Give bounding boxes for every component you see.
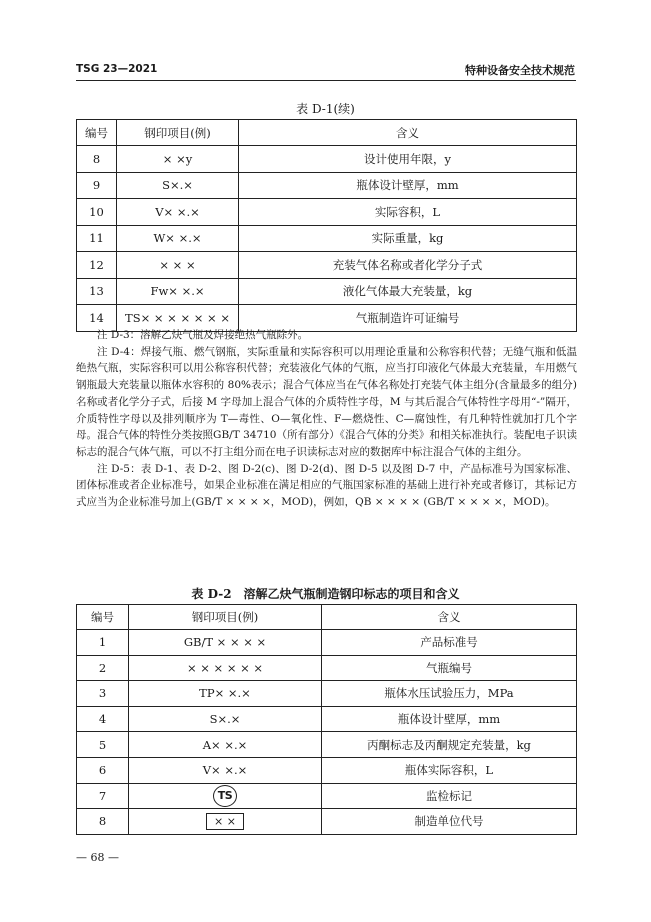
row-stamp-item: V× ×.×	[129, 757, 322, 783]
ts-inspection-mark-icon: TS	[213, 785, 237, 807]
row-meaning: 实际重量，kg	[239, 225, 577, 252]
row-meaning: 气瓶编号	[322, 655, 577, 681]
row-number: 2	[77, 655, 129, 681]
row-number: 4	[77, 706, 129, 732]
row-meaning: 产品标准号	[322, 630, 577, 656]
table2-caption: 表 D-2 溶解乙炔气瓶制造钢印标志的项目和含义	[191, 587, 460, 601]
manufacturer-code-box-mark: × ×	[206, 813, 244, 830]
row-meaning: 丙酮标志及丙酮规定充装量，kg	[322, 732, 577, 758]
row-number: 1	[77, 630, 129, 656]
row-number: 3	[77, 681, 129, 707]
row-stamp-item: TP× ×.×	[129, 681, 322, 707]
table-row	[77, 278, 577, 305]
row-meaning: 瓶体设计壁厚，mm	[322, 706, 577, 732]
row-meaning: 瓶体实际容积，L	[322, 757, 577, 783]
header-stamp-item: 钢印项目(例)	[117, 120, 239, 146]
row-stamp-item: S×.×	[117, 172, 239, 199]
row-stamp-item: × × × × × ×	[129, 655, 322, 681]
row-number: 8	[77, 809, 129, 835]
row-stamp-item: A× ×.×	[129, 732, 322, 758]
row-meaning: 监检标记	[322, 783, 577, 809]
header-meaning: 含义	[239, 120, 577, 146]
header-divider	[76, 80, 576, 81]
row-number: 12	[77, 252, 117, 279]
row-meaning: 瓶体设计壁厚，mm	[239, 172, 577, 199]
table-row	[77, 630, 577, 656]
note-d4: 注 D-4：焊接气瓶、燃气钢瓶，实际重量和实际容积可以用理论重量和公称容积代替；无缝气瓶和低温绝热气瓶，实际容积可以用公称容积代替；充装液化气体的气瓶，应当打印液化气体最大充装量，车用燃气钢瓶最大充装量以瓶体水容积的 80%表示；混合气体应当在气体名称处打充装气体主组分(含量最多的组分)名称或者化学分子式，后接 M 字母加上混合气体的介质特性字母，M 与其后混合气体特性字母用“-”隔开，介质特性字母以及排列顺序为 T—毒性、O—氧化性、F—燃烧性、C—腐蚀性，有几种特性就加打几个字母。混合气体的特性分类按照GB/T 34710（所有部分）《混合气体的分类》和相关标准执行。装配电子识读标志的混合气体气瓶，可以不打主组分而在电子识读标志对应的数据库中标注混合气体的主组分。	[76, 345, 577, 458]
row-meaning: 气瓶制造许可证编号	[239, 305, 577, 332]
row-number: 5	[77, 732, 129, 758]
notes-section	[76, 327, 577, 511]
table-header-row	[77, 120, 577, 146]
series-title: 特种设备安全技术规范	[465, 64, 575, 77]
row-stamp-item: TS× × × × × × ×	[117, 305, 239, 332]
table-row	[77, 199, 577, 226]
row-stamp-item: GB/T × × × ×	[129, 630, 322, 656]
note-d3: 注 D-3：溶解乙炔气瓶及焊接绝热气瓶除外。	[97, 329, 309, 341]
row-number: 8	[77, 146, 117, 173]
page-number: — 68 —	[76, 851, 119, 864]
row-stamp-item: × ×y	[117, 146, 239, 173]
row-stamp-item: × × ×	[117, 252, 239, 279]
table-row	[77, 757, 577, 783]
row-stamp-item: W× ×.×	[117, 225, 239, 252]
table-row	[77, 146, 577, 173]
row-number: 6	[77, 757, 129, 783]
row-stamp-item	[129, 809, 322, 835]
row-number: 9	[77, 172, 117, 199]
row-meaning: 设计使用年限，y	[239, 146, 577, 173]
row-number: 14	[77, 305, 117, 332]
table-row	[77, 655, 577, 681]
row-number: 11	[77, 225, 117, 252]
row-stamp-item: Fw× ×.×	[117, 278, 239, 305]
row-meaning: 制造单位代号	[322, 809, 577, 835]
doc-code: TSG 23—2021	[76, 63, 158, 75]
row-number: 13	[77, 278, 117, 305]
header-stamp-item: 钢印项目(例)	[129, 605, 322, 630]
table1-caption: 表 D-1(续)	[296, 102, 355, 116]
row-number: 10	[77, 199, 117, 226]
table-row	[77, 732, 577, 758]
table-header-row	[77, 605, 577, 630]
row-stamp-item: V× ×.×	[117, 199, 239, 226]
row-stamp-item	[129, 783, 322, 809]
row-number: 7	[77, 783, 129, 809]
stamp-items-table-d1	[76, 119, 577, 332]
row-meaning: 实际容积，L	[239, 199, 577, 226]
table-row	[77, 225, 577, 252]
table-row	[77, 252, 577, 279]
table-row	[77, 172, 577, 199]
table-row	[77, 681, 577, 707]
table-row	[77, 783, 577, 809]
stamp-items-table-d2	[76, 604, 577, 835]
table-row	[77, 809, 577, 835]
note-d5: 注 D-5：表 D-1、表 D-2、图 D-2(c)、图 D-2(d)、图 D-5 以及图 D-7 中，产品标准号为国家标准、团体标准或者企业标准号，如果企业标准在满足相应的气瓶国家标准的基础上进行补充或者修订，其标记方式应当为企业标准号加上(GB/T × × × ×，MOD)，例如，QB × × × × (GB/T × × × ×，MOD)。	[76, 462, 577, 509]
header-number: 编号	[77, 120, 117, 146]
row-stamp-item: S×.×	[129, 706, 322, 732]
row-meaning: 液化气体最大充装量，kg	[239, 278, 577, 305]
header-meaning: 含义	[322, 605, 577, 630]
header-number: 编号	[77, 605, 129, 630]
row-meaning: 充装气体名称或者化学分子式	[239, 252, 577, 279]
row-meaning: 瓶体水压试验压力，MPa	[322, 681, 577, 707]
table-row	[77, 706, 577, 732]
